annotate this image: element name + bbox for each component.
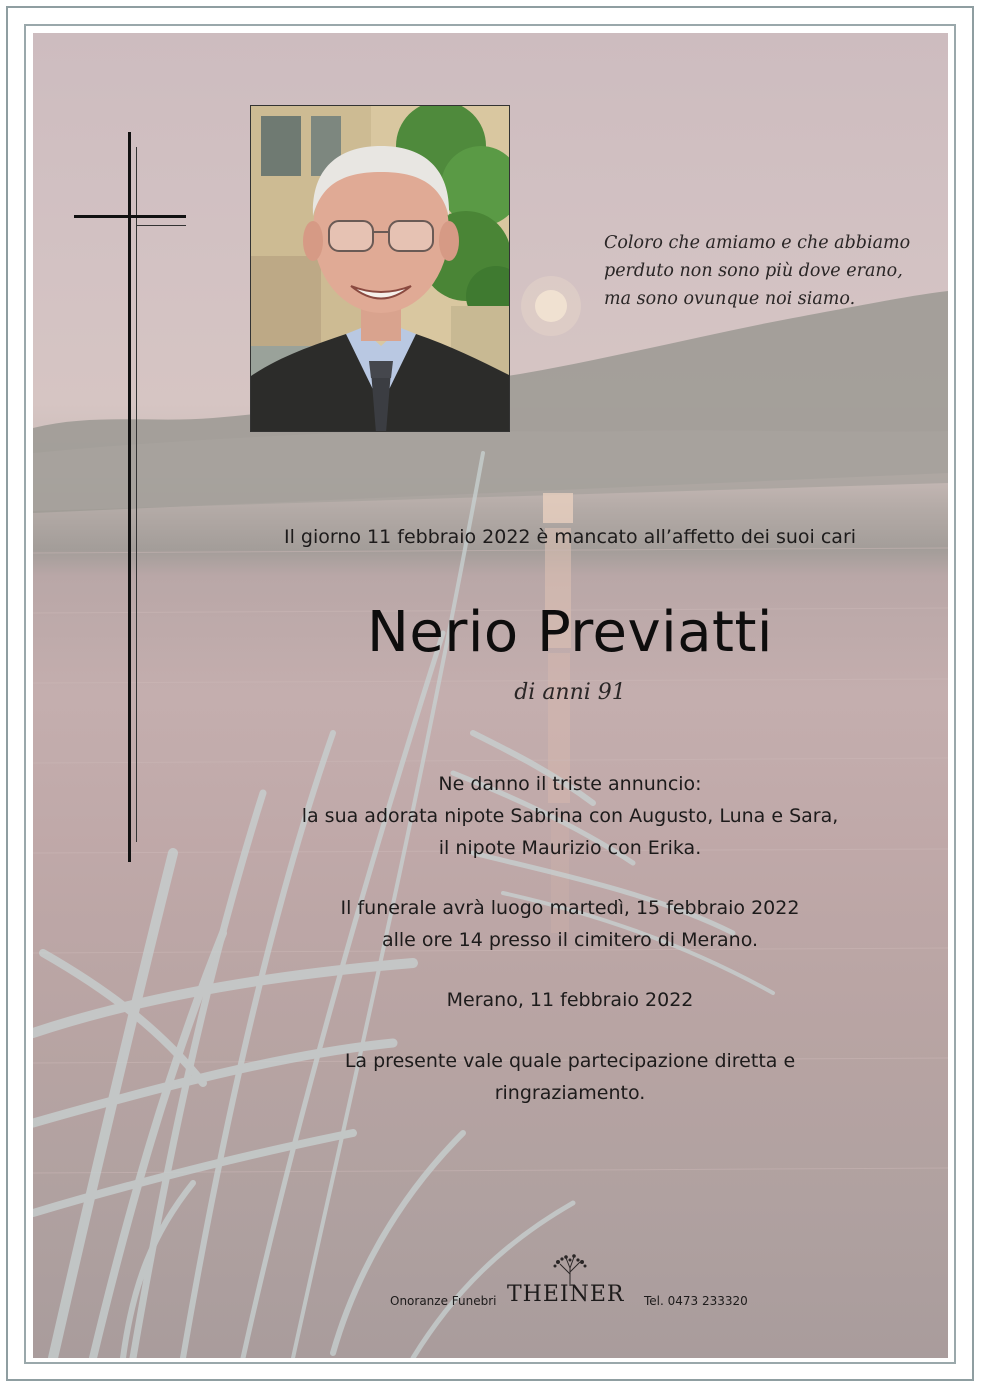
funeral-line: alle ore 14 presso il cimitero di Merano. [381,929,759,951]
quote-line: ma sono ovunque noi siamo. [604,289,856,309]
announcement-block [190,768,950,864]
quote-line: perduto non sono più dove erano, [604,261,903,281]
place-date: Merano, 11 febbraio 2022 [446,989,694,1011]
cross-horizontal-bar [74,215,186,218]
footer-prefix: Onoranze Funebri [390,1294,497,1308]
cross-horizontal-shadow [136,225,186,226]
cross-vertical-shadow [136,147,137,842]
quote-line: Coloro che amiamo e che abbiamo [604,233,911,253]
footer-brand: THEINER [507,1282,625,1307]
closing-line: ringraziamento. [494,1082,646,1104]
funeral-line: Il funerale avrà luogo martedì, 15 febbraio 2022 [340,897,800,919]
announcement-line: Ne danno il triste annuncio: [438,773,702,795]
deceased-age: di anni 91 [514,680,626,705]
closing-note [190,1045,950,1109]
death-intro: Il giorno 11 febbraio 2022 è mancato all’affetto dei suoi cari [283,526,857,548]
cross-vertical-bar [128,132,131,862]
funeral-details [190,892,950,956]
announcement-line: il nipote Maurizio con Erika. [438,837,702,859]
funeral-home-footer [390,1254,770,1314]
footer-phone: Tel. 0473 233320 [644,1294,748,1308]
closing-line: La presente vale quale partecipazione diretta e [344,1050,796,1072]
announcement-line: la sua adorata nipote Sabrina con Augusto, Luna e Sara, [301,805,839,827]
deceased-name: Nerio Previatti [366,600,773,665]
portrait-photo [250,105,510,432]
memorial-quote [604,229,934,313]
